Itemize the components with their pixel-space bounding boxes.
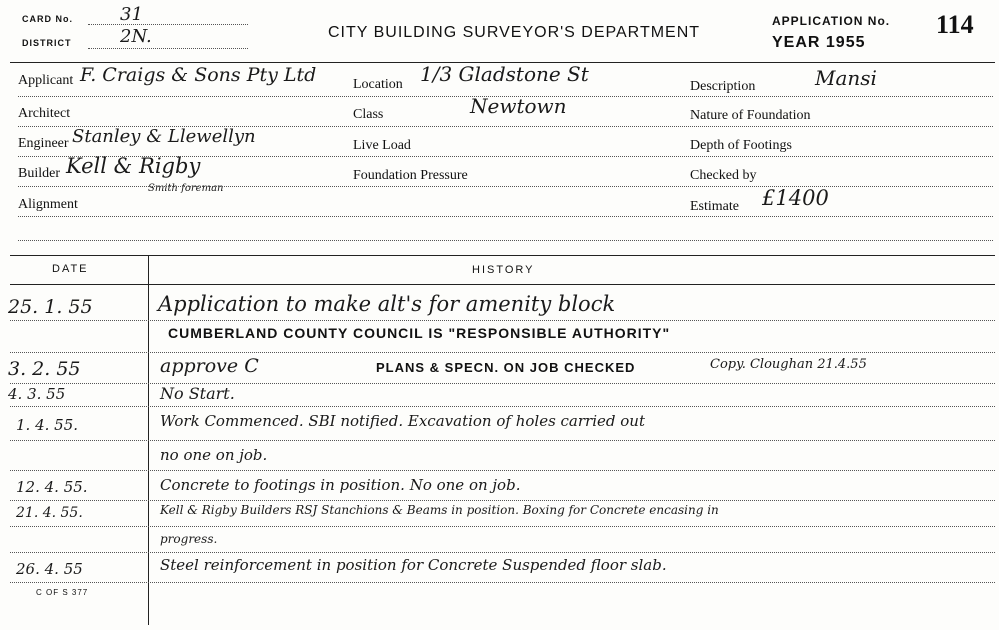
row-history: No Start.: [160, 384, 235, 403]
table-top-rule: [10, 255, 995, 256]
architect-label: Architect: [18, 106, 71, 121]
card-no-line: [88, 24, 248, 25]
table-row-line: [10, 470, 995, 471]
applicant-label: Applicant: [18, 73, 74, 88]
responsible-authority-stamp: CUMBERLAND COUNTY COUNCIL IS "RESPONSIBLE AUTHORITY": [168, 325, 671, 341]
plans-checked-note: Copy. Cloughan 21.4.55: [710, 357, 867, 372]
table-row-line: [10, 440, 995, 441]
builder-label: Builder: [18, 166, 60, 181]
row-history: approve C: [160, 355, 259, 377]
table-row-line: [10, 500, 995, 501]
table-row-line: [10, 552, 995, 553]
department-title: CITY BUILDING SURVEYOR'S DEPARTMENT: [328, 24, 701, 41]
estimate-value: £1400: [762, 186, 829, 210]
table-row-line: [10, 582, 995, 583]
row-history: Work Commenced. SBI notified. Excavation of holes carried out: [160, 412, 645, 430]
row-line-5: [18, 216, 993, 217]
description-label: Description: [690, 79, 756, 94]
table-row-line: [10, 526, 995, 527]
row-date: 1. 4. 55.: [16, 416, 79, 434]
class-value: Newtown: [470, 94, 567, 118]
applicant-value: F. Craigs & Sons Pty Ltd: [80, 64, 317, 86]
district-value: 2N.: [120, 26, 152, 47]
checked-by-label: Checked by: [690, 168, 757, 183]
nature-of-foundation-label: Nature of Foundation: [690, 108, 811, 123]
class-label: Class: [353, 107, 384, 122]
date-column-header: DATE: [52, 263, 89, 275]
row-date: 26. 4. 55: [16, 560, 83, 578]
row-history: no one on job.: [160, 446, 268, 464]
card-no-value: 31: [120, 4, 143, 25]
live-load-label: Live Load: [353, 138, 411, 153]
table-row-line: [10, 406, 995, 407]
row-history: Steel reinforcement in position for Concrete Suspended floor slab.: [160, 556, 667, 574]
table-row-line: [10, 352, 995, 353]
row-date: 25. 1. 55: [8, 296, 93, 318]
builder-note: Smith foreman: [148, 183, 224, 194]
row-line-6: [18, 240, 993, 241]
table-row-line: [10, 383, 995, 384]
row-date: 3. 2. 55: [8, 358, 81, 380]
row-line-4: [18, 186, 993, 187]
district-line: [88, 48, 248, 49]
location-value: 1/3 Gladstone St: [420, 62, 589, 86]
builder-value: Kell & Rigby: [66, 154, 201, 178]
row-history: Application to make alt's for amenity block: [158, 292, 616, 316]
card-no-label: CARD No.: [22, 14, 73, 24]
application-no-label: APPLICATION No.: [772, 14, 891, 28]
row-history: Kell & Rigby Builders RSJ Stanchions & Beams in position. Boxing for Concrete encasing in: [160, 503, 719, 517]
row-history: Concrete to footings in position. No one on job.: [160, 476, 521, 494]
engineer-value: Stanley & Llewellyn: [72, 126, 256, 147]
form-code: C OF S 377: [36, 588, 89, 597]
description-value: Mansi: [815, 66, 877, 90]
district-label: DISTRICT: [22, 38, 72, 48]
alignment-label: Alignment: [18, 197, 78, 212]
row-date: 21. 4. 55.: [16, 505, 83, 521]
row-date: 4. 3. 55: [8, 385, 66, 403]
row-history: progress.: [160, 532, 218, 546]
header-bottom-rule: [10, 284, 995, 285]
history-column-header: HISTORY: [472, 264, 535, 276]
depth-of-footings-label: Depth of Footings: [690, 138, 792, 153]
estimate-label: Estimate: [690, 199, 739, 214]
table-row-line: [10, 320, 995, 321]
location-label: Location: [353, 77, 403, 92]
row-date: 12. 4. 55.: [16, 478, 88, 496]
foundation-pressure-label: Foundation Pressure: [353, 168, 468, 183]
year-label: YEAR 1955: [772, 34, 866, 51]
engineer-label: Engineer: [18, 136, 69, 151]
plans-checked-stamp: PLANS & SPECN. ON JOB CHECKED: [376, 360, 636, 375]
application-number: 114: [936, 10, 974, 39]
